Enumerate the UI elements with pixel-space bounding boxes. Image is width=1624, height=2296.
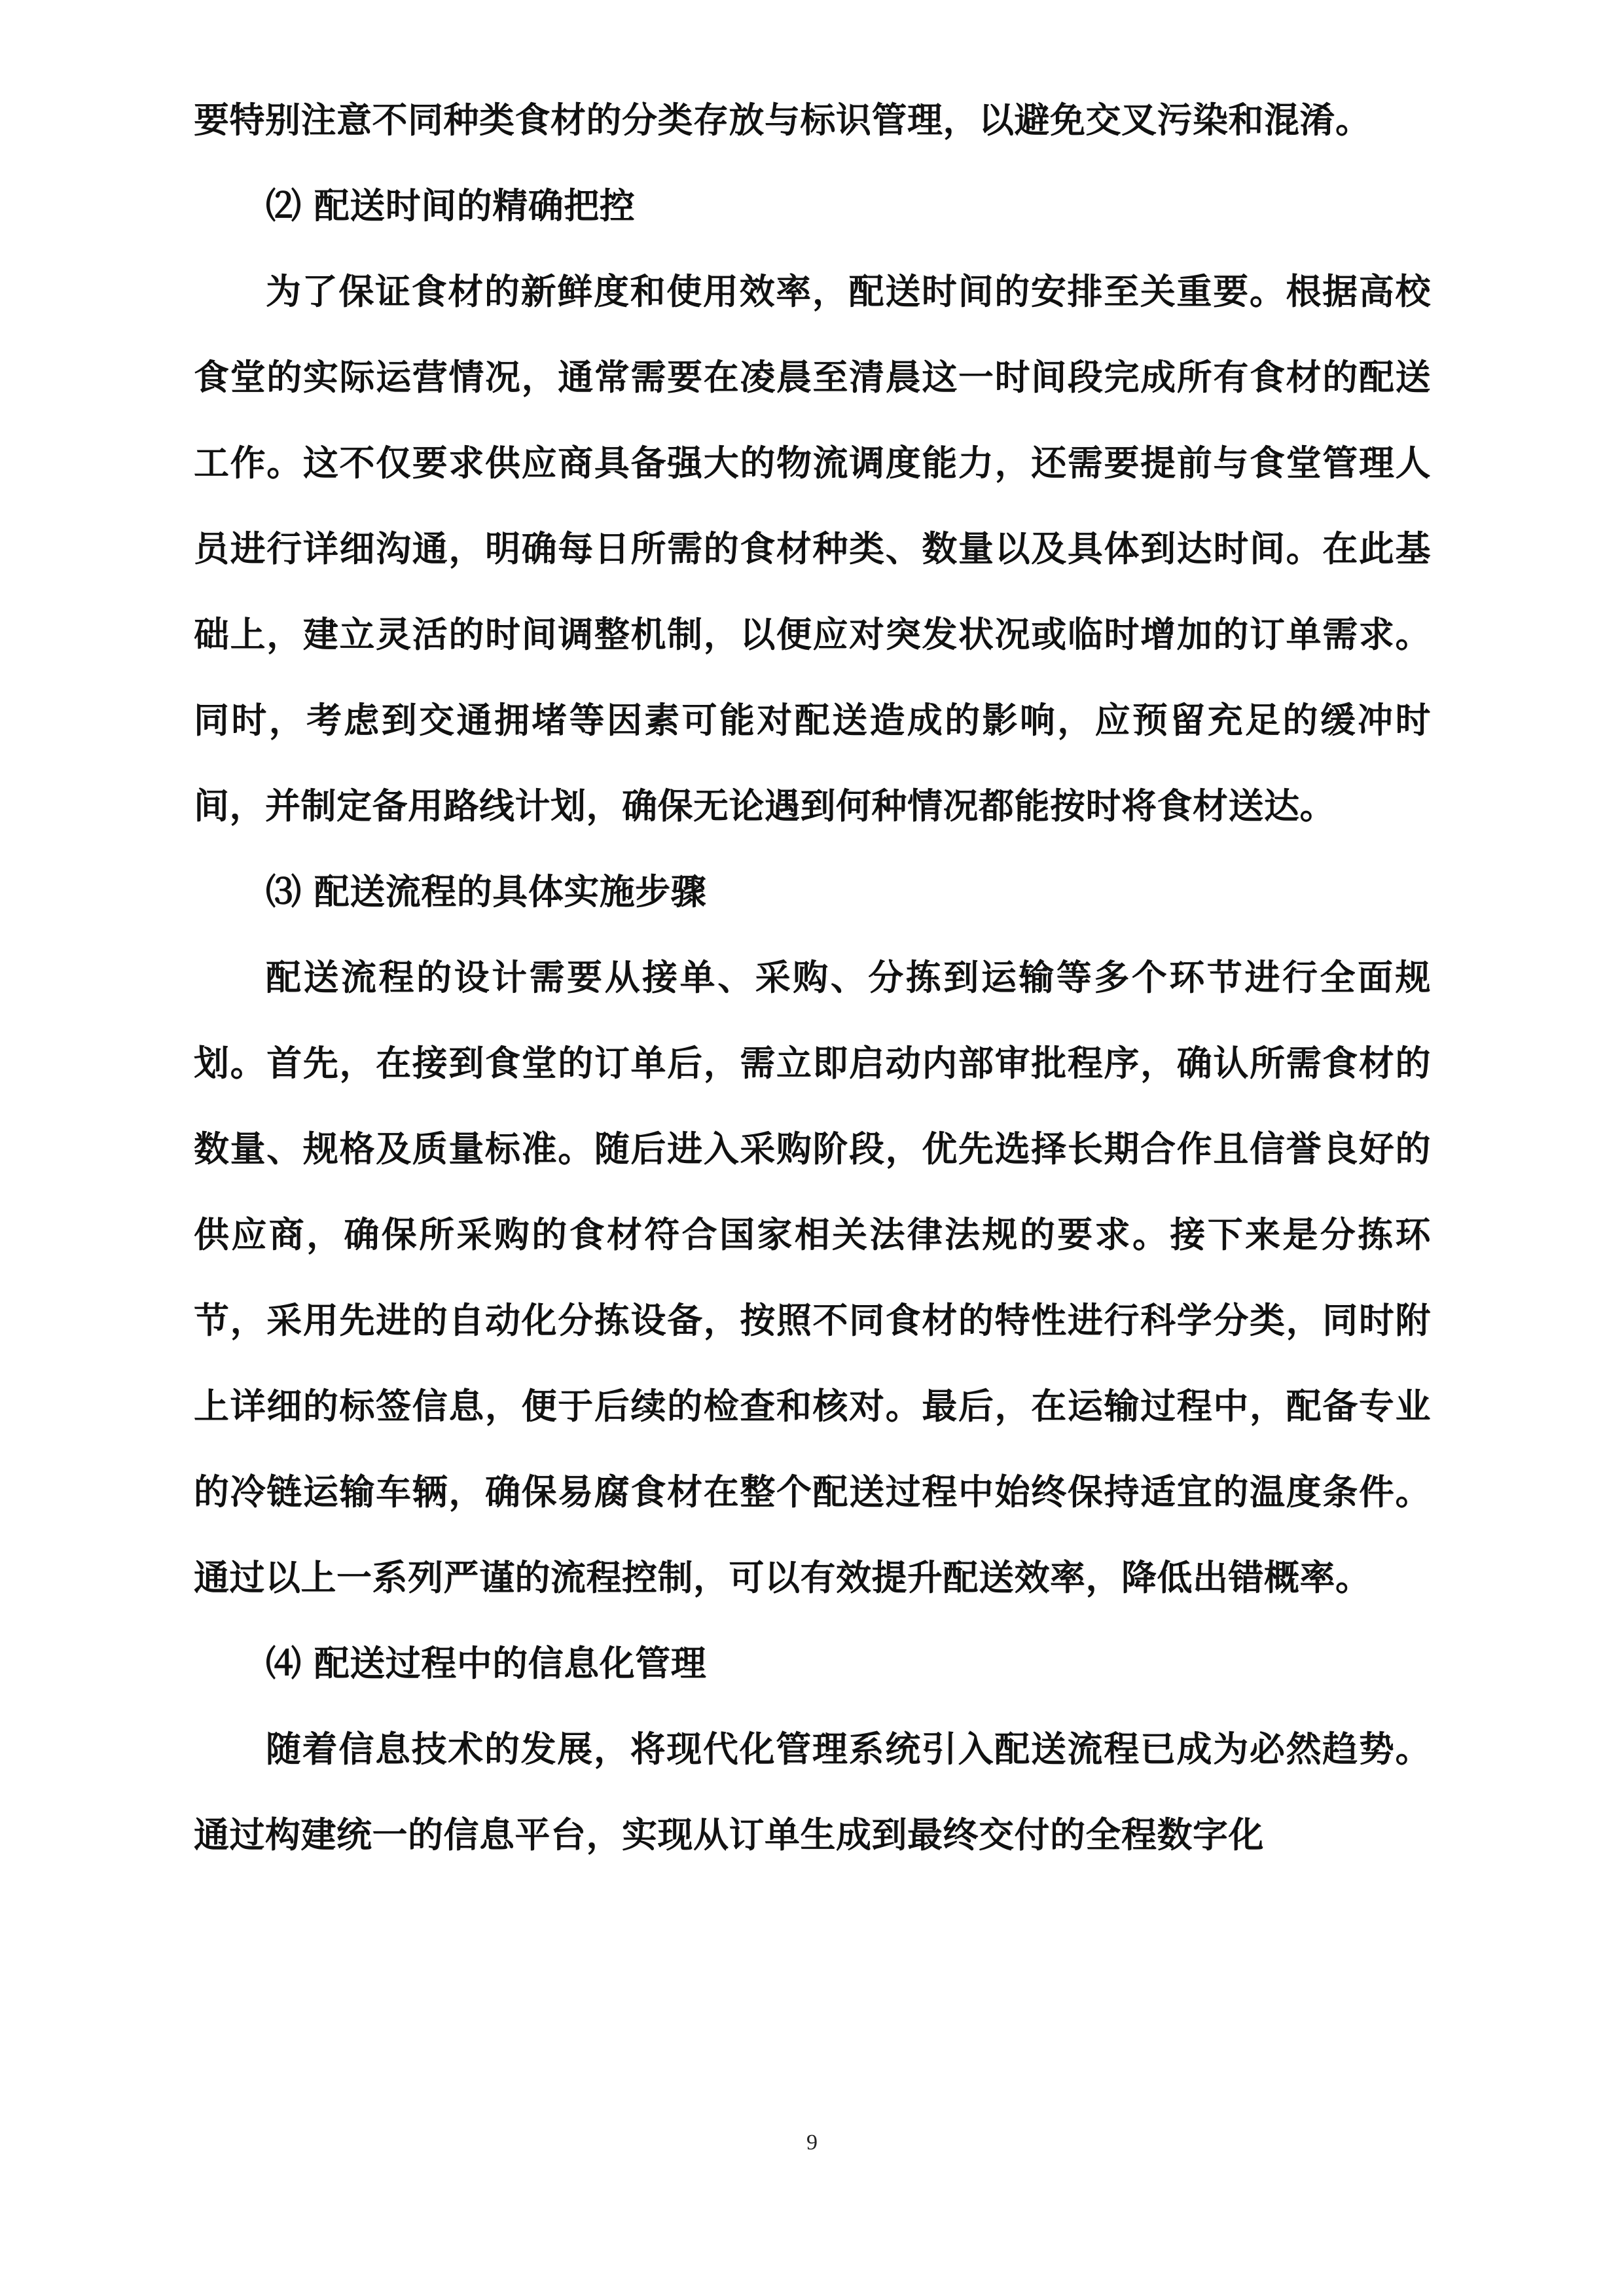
section-heading-4: ⑷ 配送过程中的信息化管理 xyxy=(266,1643,707,1684)
paragraph-information-management: 随着信息技术的发展，将现代化管理系统引入配送流程已成为必然趋势。通过构建统一的信息平台，实现从订单生成到最终交付的全程数字化 xyxy=(194,1729,1431,1856)
section-heading-2: ⑵ 配送时间的精确把控 xyxy=(266,185,636,226)
document-body xyxy=(194,77,1431,1878)
paragraph-delivery-time: 为了保证食材的新鲜度和使用效率，配送时间的安排至关重要。根据高校食堂的实际运营情况，通常需要在凌晨至清晨这一时间段完成所有食材的配送工作。这不仅要求供应商具备强大的物流调度能力，还需要提前与食堂管理人员进行详细沟通，明确每日所需的食材种类、数量以及具体到达时间。在此基础上，建立灵活的时间调整机制，以便应对突发状况或临时增加的订单需求。同时，考虑到交通拥堵等因素可能对配送造成的影响，应预留充足的缓冲时间，并制定备用路线计划，确保无论遇到何种情况都能按时将食材送达。 xyxy=(194,271,1431,827)
paragraph-delivery-process: 配送流程的设计需要从接单、采购、分拣到运输等多个环节进行全面规划。首先，在接到食堂的订单后，需立即启动内部审批程序，确认所需食材的数量、规格及质量标准。随后进入采购阶段，优先选择长期合作且信誉良好的供应商，确保所采购的食材符合国家相关法律法规的要求。接下来是分拣环节，采用先进的自动化分拣设备，按照不同食材的特性进行科学分类，同时附上详细的标签信息，便于后续的检查和核对。最后，在运输过程中，配备专业的冷链运输车辆，确保易腐食材在整个配送过程中始终保持适宜的温度条件。通过以上一系列严谨的流程控制，可以有效提升配送效率，降低出错概率。 xyxy=(194,957,1431,1598)
section-heading-3: ⑶ 配送流程的具体实施步骤 xyxy=(266,871,707,912)
page-number: 9 xyxy=(806,2130,818,2155)
paragraph-continuation: 要特别注意不同种类食材的分类存放与标识管理，以避免交叉污染和混淆。 xyxy=(194,99,1371,141)
